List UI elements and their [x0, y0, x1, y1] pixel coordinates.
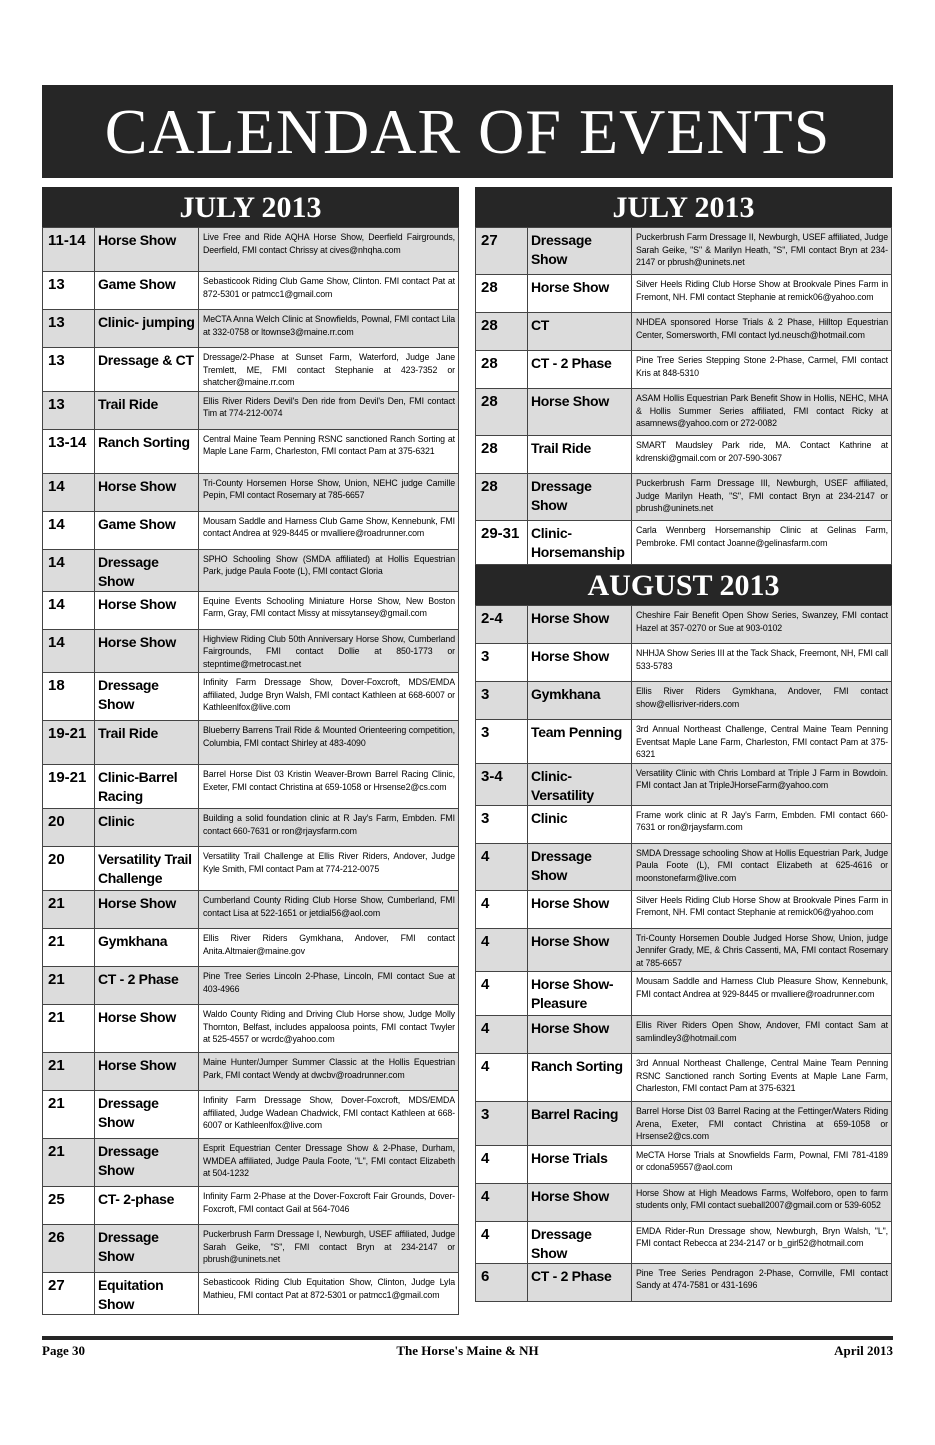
- event-date: 26: [43, 1225, 95, 1273]
- event-type: Horse Show: [95, 473, 199, 511]
- event-row: [476, 275, 892, 313]
- event-date: 4: [476, 972, 528, 1016]
- right-column: [475, 187, 892, 1302]
- event-type: CT - 2 Phase: [528, 351, 632, 389]
- event-date: 28: [476, 275, 528, 313]
- event-description: Highview Riding Club 50th Anniversary Horse Show, Cumberland Fairgrounds, FMI contact Dollie at 850-1773 or stepntime@metrocast.net: [199, 629, 459, 673]
- event-type: Dressage Show: [528, 228, 632, 275]
- event-type: Barrel Racing: [528, 1102, 632, 1146]
- event-row: [476, 1263, 892, 1301]
- event-description: Sebasticook Riding Club Game Show, Clinton. FMI contact Pat at 872-5301 or patmcc1@gmail.com: [199, 272, 459, 310]
- left-column: [42, 187, 459, 1315]
- event-row: [43, 310, 459, 348]
- event-row: [476, 606, 892, 644]
- event-type: Horse Show: [528, 1183, 632, 1221]
- event-row: [476, 682, 892, 720]
- event-row: [476, 521, 892, 565]
- event-type: CT - 2 Phase: [95, 967, 199, 1005]
- event-description: Puckerbrush Farm Dressage I, Newburgh, USEF affiliated, Judge Sarah Geike, "S", FMI contact Bryn at 234-2147 or pbrush@uninets.net: [199, 1225, 459, 1273]
- event-row: [43, 473, 459, 511]
- event-row: [476, 928, 892, 972]
- event-date: 21: [43, 1091, 95, 1139]
- event-type: Gymkhana: [528, 682, 632, 720]
- event-type: Horse Show: [95, 891, 199, 929]
- event-row: [43, 591, 459, 629]
- event-date: 19-21: [43, 765, 95, 809]
- event-date: 13: [43, 348, 95, 392]
- event-description: SPHO Schooling Show (SMDA affiliated) at Hollis Equestrian Park, judge Paula Foote (L), FMI contact Gloria: [199, 549, 459, 591]
- event-description: Silver Heels Riding Club Horse Show at Brookvale Pines Farm in Fremont, NH. FMI contact Stephanie at remick06@yahoo.com: [632, 890, 892, 928]
- event-date: 28: [476, 351, 528, 389]
- event-description: Tri-County Horsemen Double Judged Horse Show, Union, judge Jennifer Grady, ME, & Chris Cassenti, MA, FMI contact Rosemary at 785-6657: [632, 928, 892, 972]
- event-description: Sebasticook Riding Club Equitation Show, Clinton, Judge Lyla Mathieu, FMI contact Pat at 872-5301 or patmcc1@gmail.com: [199, 1273, 459, 1315]
- event-date: 20: [43, 847, 95, 891]
- event-type: Clinic- Versatility: [528, 763, 632, 805]
- section-heading-july-right: JULY 2013: [475, 187, 892, 227]
- event-type: Horse Show: [528, 1016, 632, 1054]
- event-description: Infinity Farm 2-Phase at the Dover-Foxcroft Fair Grounds, Dover-Foxcroft, FMI contact Gail at 564-7046: [199, 1187, 459, 1225]
- event-type: Trail Ride: [95, 391, 199, 429]
- event-date: 28: [476, 313, 528, 351]
- event-date: 13: [43, 391, 95, 429]
- event-type: Dressage Show: [95, 1139, 199, 1187]
- event-description: Puckerbrush Farm Dressage III, Newburgh, USEF affiliated, Judge Marilyn Heath, "S", FMI contact Bryn at 234-2147 or pbrush@uninets.net: [632, 474, 892, 521]
- event-description: Puckerbrush Farm Dressage II, Newburgh, USEF affiliated, Judge Sarah Geike, "S" & Marilyn Heath, "S", FMI contact Bryn at 234-2147 or pbrush@uninets.net: [632, 228, 892, 275]
- event-date: 28: [476, 436, 528, 474]
- event-date: 3: [476, 644, 528, 682]
- event-type: Horse Show-Pleasure: [528, 972, 632, 1016]
- event-row: [43, 1139, 459, 1187]
- event-type: Dressage Show: [95, 549, 199, 591]
- event-date: 29-31: [476, 521, 528, 565]
- event-date: 3: [476, 1102, 528, 1146]
- event-date: 13-14: [43, 429, 95, 473]
- event-type: Horse Show: [528, 644, 632, 682]
- event-date: 27: [43, 1273, 95, 1315]
- event-type: Horse Show: [528, 928, 632, 972]
- event-description: Ellis River Riders Devil's Den ride from Devil's Den, FMI contact Tim at 774-212-0074: [199, 391, 459, 429]
- event-row: [43, 1187, 459, 1225]
- event-row: [43, 429, 459, 473]
- event-description: Frame work clinic at R Jay's Farm, Embden. FMI contact 660-7631 or ron@rjaysfarm.com: [632, 805, 892, 843]
- event-description: Esprit Equestrian Center Dressage Show & 2-Phase, Durham, WMDEA affiliated, Judge Paula Foote, "L", FMI contact Elizabeth at 504-1232: [199, 1139, 459, 1187]
- event-date: 14: [43, 591, 95, 629]
- events-table-august: [475, 605, 892, 1302]
- event-row: [43, 549, 459, 591]
- event-row: [476, 1183, 892, 1221]
- footer-page-number: Page 30: [42, 1343, 85, 1358]
- section-heading-july-left: JULY 2013: [42, 187, 459, 227]
- event-row: [476, 1221, 892, 1263]
- event-row: [43, 1225, 459, 1273]
- event-type: Clinic: [95, 809, 199, 847]
- event-date: 4: [476, 928, 528, 972]
- event-description: SMDA Dressage schooling Show at Hollis Equestrian Park, Judge Paula Foote (L), FMI contact Elizabeth at 625-4616 or moonstonefarm@live.com: [632, 843, 892, 890]
- event-description: Dressage/2-Phase at Sunset Farm, Waterford, Judge Jane Tremlett, ME, FMI contact Stephanie at 423-7352 or shatcher@maine.rr.com: [199, 348, 459, 392]
- event-type: Horse Show: [95, 1053, 199, 1091]
- event-type: Horse Show: [528, 606, 632, 644]
- event-row: [476, 720, 892, 764]
- event-date: 4: [476, 890, 528, 928]
- event-date: 4: [476, 1054, 528, 1102]
- event-type: Team Penning: [528, 720, 632, 764]
- event-type: Horse Show: [95, 228, 199, 272]
- event-type: Horse Show: [95, 1005, 199, 1053]
- event-type: Gymkhana: [95, 929, 199, 967]
- event-row: [43, 967, 459, 1005]
- event-date: 6: [476, 1263, 528, 1301]
- event-row: [43, 272, 459, 310]
- event-description: Pine Tree Series Pendragon 2-Phase, Cornville, FMI contact Sandy at 474-7581 or 431-1696: [632, 1263, 892, 1301]
- event-description: MeCTA Horse Trials at Snowfields Farm, Pownal, FMI 781-4189 or cdona59557@aol.com: [632, 1145, 892, 1183]
- event-description: Cumberland County Riding Club Horse Show, Cumberland, FMI contact Lisa at 522-1651 or jetdial56@aol.com: [199, 891, 459, 929]
- event-description: SMART Maudsley Park ride, MA. Contact Kathrine at kdrenski@gmail.com or 207-590-3067: [632, 436, 892, 474]
- event-type: CT - 2 Phase: [528, 1263, 632, 1301]
- event-description: ASAM Hollis Equestrian Park Benefit Show in Hollis, NEHC, MHA & Hollis Summer Series affiliated, FMI contact Ricky at asamnews@yahoo.com or 272-0082: [632, 389, 892, 436]
- event-description: Equine Events Schooling Miniature Horse Show, New Boston Farm, Gray, FMI contact Missy at missytansey@gmail.com: [199, 591, 459, 629]
- event-description: Mousam Saddle and Harness Club Game Show, Kennebunk, FMI contact Andrea at 929-8445 or mvalliere@roadrunner.com: [199, 511, 459, 549]
- event-description: EMDA Rider-Run Dressage show, Newburgh, Bryn Walsh, "L", FMI contact Rebecca at 234-2147 or b_girl52@hotmail.com: [632, 1221, 892, 1263]
- event-type: Ranch Sorting: [528, 1054, 632, 1102]
- event-description: Versatility Trail Challenge at Ellis River Riders, Andover, Judge Kyle Smith, FMI contact Pam at 774-212-0075: [199, 847, 459, 891]
- event-row: [476, 474, 892, 521]
- event-description: Cheshire Fair Benefit Open Show Series, Swanzey, FMI contact Hazel at 357-0270 or Sue at 903-0102: [632, 606, 892, 644]
- event-date: 2-4: [476, 606, 528, 644]
- event-type: Horse Trials: [528, 1145, 632, 1183]
- event-type: Clinic: [528, 805, 632, 843]
- event-description: NHHJA Show Series III at the Tack Shack, Freemont, NH, FMI call 533-5783: [632, 644, 892, 682]
- event-date: 4: [476, 1145, 528, 1183]
- event-row: [43, 348, 459, 392]
- event-description: Barrel Horse Dist 03 Kristin Weaver-Brown Barrel Racing Clinic, Exeter, FMI contact Christina at 659-1058 or Hrsense2@cs.com: [199, 765, 459, 809]
- event-description: 3rd Annual Northeast Challenge, Central Maine Team Penning RSNC Sanctioned ranch Sorting Events at Maple Lane Farm, Charleston, FMI contact Pam at 375-6321: [632, 1054, 892, 1102]
- event-type: Clinic- Horsemanship: [528, 521, 632, 565]
- event-description: Pine Tree Series Lincoln 2-Phase, Lincoln, FMI contact Sue at 403-4966: [199, 967, 459, 1005]
- event-date: 21: [43, 967, 95, 1005]
- event-description: Versatility Clinic with Chris Lombard at Triple J Farm in Bowdoin. FMI contact Jan at TripleJHorseFarm@yahoo.com: [632, 763, 892, 805]
- event-date: 21: [43, 1005, 95, 1053]
- event-row: [476, 763, 892, 805]
- event-type: Horse Show: [95, 591, 199, 629]
- event-date: 3-4: [476, 763, 528, 805]
- event-description: Carla Wennberg Horsemanship Clinic at Gelinas Farm, Pembroke. FMI contact Joanne@gelinasfarm.com: [632, 521, 892, 565]
- event-row: [476, 1016, 892, 1054]
- event-description: Tri-County Horsemen Horse Show, Union, NEHC judge Camille Pepin, FMI contact Rosemary at 785-6657: [199, 473, 459, 511]
- page-title: CALENDAR OF EVENTS: [104, 96, 831, 167]
- event-row: [476, 644, 892, 682]
- event-description: NHDEA sponsored Horse Trials & 2 Phase, Hilltop Equestrian Center, Somersworth, FMI contact lyd.neusch@hotmail.com: [632, 313, 892, 351]
- event-description: Central Maine Team Penning RSNC sanctioned Ranch Sorting at Maple Lane Farm, Charleston, FMI contact Pam at 375-6321: [199, 429, 459, 473]
- event-row: [43, 673, 459, 721]
- event-date: 28: [476, 389, 528, 436]
- event-date: 27: [476, 228, 528, 275]
- event-row: [43, 511, 459, 549]
- page-banner: [42, 85, 893, 178]
- event-description: Mousam Saddle and Harness Club Pleasure Show, Kennebunk, FMI contact Andrea at 929-8445 or mvalliere@roadrunner.com: [632, 972, 892, 1016]
- event-type: Dressage & CT: [95, 348, 199, 392]
- event-type: Clinic-Barrel Racing: [95, 765, 199, 809]
- event-date: 3: [476, 805, 528, 843]
- event-description: Infinity Farm Dressage Show, Dover-Foxcroft, MDS/EMDA affiliated, Judge Wadean Chadwick, FMI contact Kathleen at 668-6007 or Kathleenlfox@live.com: [199, 1091, 459, 1139]
- event-date: 4: [476, 1183, 528, 1221]
- event-type: Equitation Show: [95, 1273, 199, 1315]
- event-date: 28: [476, 474, 528, 521]
- event-description: Blueberry Barrens Trail Ride & Mounted Orienteering competition, Columbia, FMI contact Shirley at 483-4090: [199, 721, 459, 765]
- event-type: Horse Show: [528, 389, 632, 436]
- event-date: 4: [476, 1221, 528, 1263]
- event-date: 11-14: [43, 228, 95, 272]
- event-date: 4: [476, 843, 528, 890]
- event-row: [43, 929, 459, 967]
- event-description: Horse Show at High Meadows Farms, Wolfeboro, open to farm students only, FMI contact sueball2007@gmail.com or 539-6052: [632, 1183, 892, 1221]
- event-type: Game Show: [95, 511, 199, 549]
- event-row: [43, 629, 459, 673]
- event-type: Clinic- jumping: [95, 310, 199, 348]
- event-date: 14: [43, 511, 95, 549]
- event-row: [43, 721, 459, 765]
- event-row: [476, 1054, 892, 1102]
- event-description: Building a solid foundation clinic at R Jay's Farm, Embden. FMI contact 660-7631 or ron@rjaysfarm.com: [199, 809, 459, 847]
- event-description: Pine Tree Series Stepping Stone 2-Phase, Carmel, FMI contact Kris at 848-5310: [632, 351, 892, 389]
- event-type: Game Show: [95, 272, 199, 310]
- event-description: Ellis River Riders Open Show, Andover, FMI contact Sam at samlindley3@hotmail.com: [632, 1016, 892, 1054]
- event-description: Infinity Farm Dressage Show, Dover-Foxcroft, MDS/EMDA affiliated, Judge Bryn Walsh, FMI contact Kathleen at 668-6007 or Kathleenlfox@live.com: [199, 673, 459, 721]
- event-type: Trail Ride: [528, 436, 632, 474]
- event-row: [43, 1273, 459, 1315]
- event-type: Dressage Show: [528, 474, 632, 521]
- event-type: Dressage Show: [95, 1225, 199, 1273]
- event-date: 3: [476, 682, 528, 720]
- event-row: [43, 847, 459, 891]
- event-date: 21: [43, 929, 95, 967]
- event-type: CT: [528, 313, 632, 351]
- event-type: Dressage Show: [528, 1221, 632, 1263]
- event-description: MeCTA Anna Welch Clinic at Snowfields, Pownal, FMI contact Lila at 332-0758 or ltownse3@maine.rr.com: [199, 310, 459, 348]
- event-date: 3: [476, 720, 528, 764]
- event-row: [476, 436, 892, 474]
- event-date: 21: [43, 1053, 95, 1091]
- event-type: Horse Show: [528, 890, 632, 928]
- event-description: 3rd Annual Northeast Challenge, Central Maine Team Penning Eventsat Maple Lane Farm, Charleston, FMI contact Pam at 375-6321: [632, 720, 892, 764]
- event-date: 18: [43, 673, 95, 721]
- event-row: [476, 972, 892, 1016]
- event-date: 20: [43, 809, 95, 847]
- event-row: [43, 1053, 459, 1091]
- event-row: [43, 891, 459, 929]
- events-table-july-right: [475, 227, 892, 565]
- event-row: [43, 1091, 459, 1139]
- event-row: [476, 389, 892, 436]
- event-row: [43, 1005, 459, 1053]
- event-row: [43, 228, 459, 272]
- event-description: Maine Hunter/Jumper Summer Classic at the Hollis Equestrian Park, FMI contact Wendy at dwcbv@roadrunner.com: [199, 1053, 459, 1091]
- event-type: Ranch Sorting: [95, 429, 199, 473]
- event-row: [43, 765, 459, 809]
- event-description: Ellis River Riders Gymkhana, Andover, FMI contact show@ellisriver-riders.com: [632, 682, 892, 720]
- event-row: [43, 809, 459, 847]
- event-row: [476, 313, 892, 351]
- event-date: 19-21: [43, 721, 95, 765]
- event-description: Ellis River Riders Gymkhana, Andover, FMI contact Anita.Altmaier@maine.gov: [199, 929, 459, 967]
- event-date: 25: [43, 1187, 95, 1225]
- event-date: 21: [43, 1139, 95, 1187]
- event-type: Dressage Show: [95, 1091, 199, 1139]
- event-description: Live Free and Ride AQHA Horse Show, Deerfield Fairgrounds, Deerfield, FMI contact Chrissy at cives@nhqha.com: [199, 228, 459, 272]
- footer-issue: April 2013: [834, 1343, 893, 1358]
- footer-publication: The Horse's Maine & NH: [396, 1343, 539, 1358]
- event-date: 14: [43, 629, 95, 673]
- event-type: Dressage Show: [95, 673, 199, 721]
- event-type: Dressage Show: [528, 843, 632, 890]
- event-date: 13: [43, 272, 95, 310]
- event-row: [476, 1102, 892, 1146]
- event-type: Versatility Trail Challenge: [95, 847, 199, 891]
- event-date: 14: [43, 473, 95, 511]
- event-type: CT- 2-phase: [95, 1187, 199, 1225]
- event-type: Horse Show: [95, 629, 199, 673]
- event-date: 21: [43, 891, 95, 929]
- event-description: Waldo County Riding and Driving Club Horse show, Judge Molly Thornton, Belfast, includes appaloosa points, FMI contact Twyler at 525-4557 or wcrdc@yahoo.com: [199, 1005, 459, 1053]
- event-date: 4: [476, 1016, 528, 1054]
- event-row: [476, 1145, 892, 1183]
- event-row: [476, 843, 892, 890]
- event-date: 14: [43, 549, 95, 591]
- event-description: Silver Heels Riding Club Horse Show at Brookvale Pines Farm in Fremont, NH. FMI contact Stephanie at remick06@yahoo.com: [632, 275, 892, 313]
- event-type: Horse Show: [528, 275, 632, 313]
- section-heading-august: AUGUST 2013: [475, 565, 892, 605]
- event-row: [476, 351, 892, 389]
- events-table-july-left: [42, 227, 459, 1315]
- event-row: [476, 890, 892, 928]
- event-date: 13: [43, 310, 95, 348]
- event-row: [43, 391, 459, 429]
- event-type: Trail Ride: [95, 721, 199, 765]
- event-description: Barrel Horse Dist 03 Barrel Racing at the Fettinger/Waters Riding Arena, Exeter, FMI contact Christina at 659-1058 or Hrsense2@cs.com: [632, 1102, 892, 1146]
- event-row: [476, 228, 892, 275]
- event-row: [476, 805, 892, 843]
- footer-rule: [42, 1336, 893, 1340]
